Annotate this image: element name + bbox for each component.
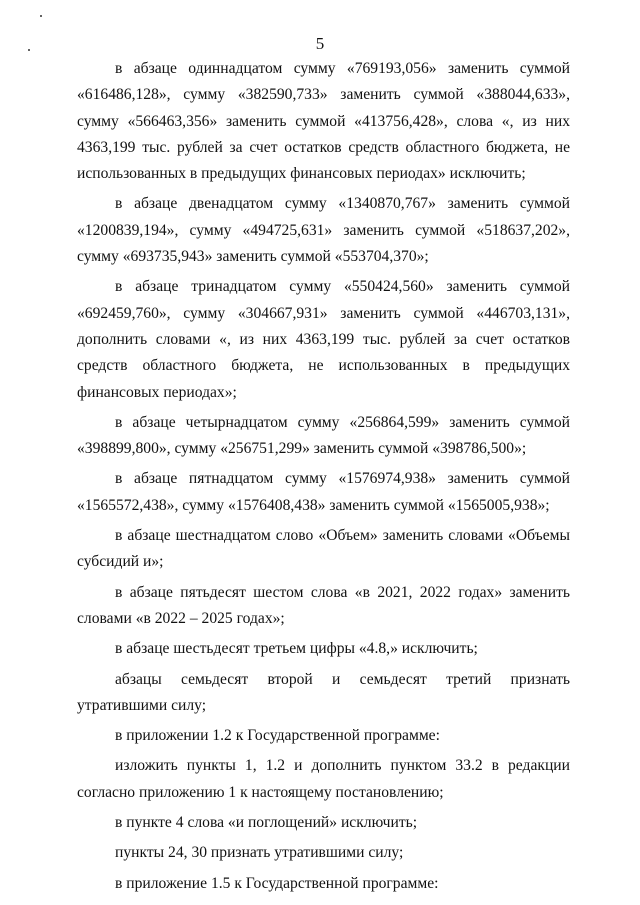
paragraph: абзацы семьдесят второй и семьдесят третий признать утратившими силу; <box>77 670 570 714</box>
paragraph: в приложение 1.5 к Государственной программе: <box>115 874 439 892</box>
paragraph: пункты 24, 30 признать утратившими силу; <box>115 844 404 862</box>
paragraph: в абзаце пятьдесят шестом слова «в 2021, 2022 годах» заменить словами «в 2022 – 2025 годах»; <box>77 583 570 627</box>
paragraph: в абзаце одиннадцатом сумму «769193,056» заменить суммой «616486,128», сумму «382590,733» заменить суммой «388044,633», сумму «566463,356» заменить суммой «413756,428», слова «, из них 4363,199 тыс. рублей за счет остатков средств областного бюджета, не использованных в предыдущих финансовых периодах» исключить; <box>77 60 570 183</box>
paragraph: в приложении 1.2 к Государственной программе: <box>115 727 440 745</box>
paragraph: в абзаце четырнадцатом сумму «256864,599» заменить суммой «398899,800», сумму «256751,299» заменить суммой «398786,500»; <box>77 413 570 458</box>
document-body <box>77 56 570 901</box>
paragraph: изложить пункты 1, 1.2 и дополнить пунктом 33.2 в редакции согласно приложению 1 к настоящему постановлению; <box>77 757 570 801</box>
page-number: 5 <box>315 34 325 53</box>
paragraph: в абзаце шестьдесят третьем цифры «4.8,» исключить; <box>115 640 478 658</box>
paragraph: в абзаце шестнадцатом слово «Объем» заменить словами «Объемы субсидий и»; <box>77 527 570 571</box>
paragraph: в пункте 4 слова «и поглощений» исключить; <box>115 814 418 832</box>
scan-speck <box>40 15 42 17</box>
paragraph: в абзаце тринадцатом сумму «550424,560» заменить суммой «692459,760», сумму «304667,931» заменить суммой «446703,131», дополнить словами «, из них 4363,199 тыс. рублей за счет остатков средств областного бюджета, не использованных в предыдущих финансовых периодах»; <box>77 278 570 401</box>
paragraph: в абзаце двенадцатом сумму «1340870,767» заменить суммой «1200839,194», сумму «494725,631» заменить суммой «518637,202», сумму «693735,943» заменить суммой «553704,370»; <box>77 195 570 266</box>
paragraph: в абзаце пятнадцатом сумму «1576974,938» заменить суммой «1565572,438», сумму «1576408,438» заменить суммой «1565005,938»; <box>77 470 570 514</box>
